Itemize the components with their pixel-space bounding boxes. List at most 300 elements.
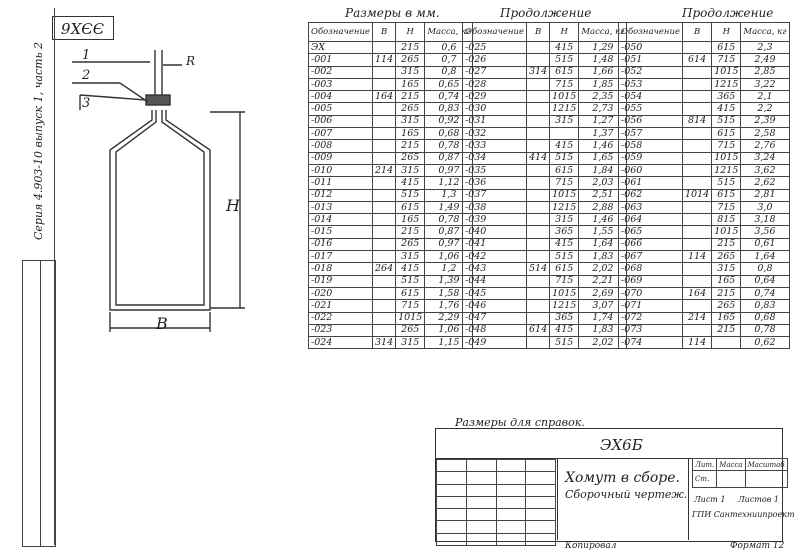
cell-designation: -026: [463, 54, 527, 66]
cell-h: 315: [396, 251, 425, 263]
cell-designation: -049: [463, 337, 527, 349]
cell-b: 164: [683, 287, 712, 299]
table-row: [619, 201, 790, 213]
cell-designation: -072: [619, 312, 683, 324]
table-row: [463, 140, 627, 152]
cell-h: 415: [550, 324, 579, 336]
title-block-divider-v2: [688, 458, 689, 540]
cell-h: 715: [550, 78, 579, 90]
col-header-b: B: [373, 23, 396, 42]
table-row: [463, 238, 627, 250]
cell-designation: -063: [619, 201, 683, 213]
cell-h: 715: [712, 140, 741, 152]
table-row: [619, 251, 790, 263]
cell-b: 164: [373, 91, 396, 103]
table-row: [619, 275, 790, 287]
cell-h: 215: [712, 287, 741, 299]
cell-mass: 0,62: [741, 337, 789, 349]
cell-mass: 1,37: [579, 128, 627, 140]
cell-designation: -004: [309, 91, 373, 103]
cell-b: 514: [527, 263, 550, 275]
cell-mass: 0,78: [425, 214, 473, 226]
cell-mass: 1,64: [579, 238, 627, 250]
cell-designation: -065: [619, 226, 683, 238]
cell-mass: 0,8: [425, 66, 473, 78]
table-row: [619, 140, 790, 152]
table-row: [309, 189, 473, 201]
cell-b: [683, 66, 712, 78]
cell-designation: -069: [619, 275, 683, 287]
cell-h: 215: [396, 226, 425, 238]
cell-b: [683, 152, 712, 164]
cell-h: 265: [396, 103, 425, 115]
cell-b: [683, 177, 712, 189]
signature-cell: [496, 521, 526, 533]
cell-mass: 3,22: [741, 78, 789, 90]
callout-2: 2: [82, 68, 91, 83]
signature-cell: [526, 496, 556, 508]
signature-cell: [466, 472, 496, 484]
cell-mass: 0,87: [425, 152, 473, 164]
table-row: [619, 115, 790, 127]
cell-b: [373, 201, 396, 213]
cell-mass: 2,03: [579, 177, 627, 189]
cell-designation: -050: [619, 42, 683, 54]
cell-mass: 3,62: [741, 164, 789, 176]
cell-h: [712, 337, 741, 349]
cell-h: 515: [396, 275, 425, 287]
table-row: [463, 324, 627, 336]
cell-designation: -006: [309, 115, 373, 127]
cell-b: [527, 140, 550, 152]
cell-b: [373, 66, 396, 78]
cell-mass: 0,74: [425, 91, 473, 103]
col-header-mass: Масса, кг: [425, 23, 473, 42]
cell-mass: 2,85: [741, 66, 789, 78]
cell-h: 415: [550, 140, 579, 152]
cell-h: 1215: [550, 300, 579, 312]
stamp-sheets: Листов 1: [738, 495, 779, 504]
cell-designation: -051: [619, 54, 683, 66]
cell-designation: -056: [619, 115, 683, 127]
table-row: [463, 128, 627, 140]
cell-b: 114: [683, 337, 712, 349]
cell-h: 615: [396, 201, 425, 213]
cell-mass: 0,64: [741, 275, 789, 287]
table-row: [619, 177, 790, 189]
table-row: [309, 42, 473, 54]
cell-b: [527, 103, 550, 115]
table-row: [619, 312, 790, 324]
cell-designation: -023: [309, 324, 373, 336]
signature-cell: [437, 484, 467, 496]
cell-b: [373, 226, 396, 238]
cell-h: 215: [712, 324, 741, 336]
signature-cell: [437, 496, 467, 508]
table-row: [309, 177, 473, 189]
cell-mass: 0,68: [425, 128, 473, 140]
cell-designation: -009: [309, 152, 373, 164]
cell-designation: -018: [309, 263, 373, 275]
left-strip: [22, 260, 41, 547]
dimension-table-3: [618, 22, 790, 349]
table-row: [619, 226, 790, 238]
cell-designation: -041: [463, 238, 527, 250]
cell-mass: 1,49: [425, 201, 473, 213]
cell-b: [373, 78, 396, 90]
cell-b: [527, 42, 550, 54]
cell-h: 165: [396, 128, 425, 140]
mass-label: Масса: [717, 459, 745, 471]
cell-b: 414: [527, 152, 550, 164]
signature-row: [437, 521, 556, 533]
cell-designation: -014: [309, 214, 373, 226]
cell-h: 365: [550, 226, 579, 238]
cell-designation: -061: [619, 177, 683, 189]
cell-b: [683, 42, 712, 54]
cell-mass: 1,84: [579, 164, 627, 176]
col-header-b: B: [527, 23, 550, 42]
cell-designation: -033: [463, 140, 527, 152]
cell-b: [683, 164, 712, 176]
cell-designation: -046: [463, 300, 527, 312]
cell-mass: 2,29: [425, 312, 473, 324]
cell-b: 614: [527, 324, 550, 336]
cell-designation: -040: [463, 226, 527, 238]
lit-value: Ст.: [693, 471, 717, 488]
cell-designation: -016: [309, 238, 373, 250]
cell-h: 415: [396, 177, 425, 189]
table-row: [463, 275, 627, 287]
cell-mass: 0,97: [425, 164, 473, 176]
cell-h: 265: [396, 152, 425, 164]
cell-h: 715: [550, 177, 579, 189]
cell-mass: 2,02: [579, 263, 627, 275]
cell-h: 715: [396, 300, 425, 312]
stamp-sheet: Лист 1: [694, 495, 726, 504]
cell-designation: -055: [619, 103, 683, 115]
cell-b: [683, 103, 712, 115]
cell-mass: 0,97: [425, 238, 473, 250]
cell-h: 265: [396, 324, 425, 336]
cell-mass: 0,61: [741, 238, 789, 250]
table-row: [463, 66, 627, 78]
table-row: [619, 189, 790, 201]
cell-mass: 0,65: [425, 78, 473, 90]
signature-cell: [526, 521, 556, 533]
signature-grid: [436, 459, 556, 546]
signature-cell: [526, 460, 556, 472]
cell-b: 314: [373, 337, 396, 349]
cell-h: 215: [396, 91, 425, 103]
signature-row: [437, 484, 556, 496]
table-row: [619, 324, 790, 336]
table-row: [619, 263, 790, 275]
cell-h: 1015: [712, 226, 741, 238]
cell-designation: ЭХ: [309, 42, 373, 54]
table-row: [463, 214, 627, 226]
cell-mass: 1,15: [425, 337, 473, 349]
cell-designation: -054: [619, 91, 683, 103]
table-row: [463, 226, 627, 238]
cell-b: 114: [683, 251, 712, 263]
cell-designation: -020: [309, 287, 373, 299]
cell-mass: 0,68: [741, 312, 789, 324]
cell-b: [527, 312, 550, 324]
cell-mass: 3,07: [579, 300, 627, 312]
cell-designation: -070: [619, 287, 683, 299]
table-cont1-header: Продолжение: [500, 6, 592, 20]
cell-mass: 2,39: [741, 115, 789, 127]
table-row: [309, 251, 473, 263]
cell-b: [373, 238, 396, 250]
cell-mass: 2,88: [579, 201, 627, 213]
cell-b: [683, 91, 712, 103]
col-header-b: B: [683, 23, 712, 42]
table-row: [619, 337, 790, 349]
cell-designation: -012: [309, 189, 373, 201]
signature-cell: [496, 496, 526, 508]
cell-designation: -032: [463, 128, 527, 140]
table-cont2-header: Продолжение: [682, 6, 774, 20]
col-header-h: H: [712, 23, 741, 42]
cell-h: 615: [712, 42, 741, 54]
cell-mass: 1,48: [579, 54, 627, 66]
table-row: [619, 78, 790, 90]
table-row: [463, 300, 627, 312]
cell-mass: 0,6: [425, 42, 473, 54]
cell-b: [683, 226, 712, 238]
col-header-designation: Обозначение: [619, 23, 683, 42]
cell-b: [683, 275, 712, 287]
reference-note: Размеры для справок.: [455, 416, 585, 429]
cell-b: [527, 251, 550, 263]
signature-cell: [466, 496, 496, 508]
cell-mass: 2,81: [741, 189, 789, 201]
cell-designation: -053: [619, 78, 683, 90]
table-row: [463, 164, 627, 176]
cell-designation: -045: [463, 287, 527, 299]
signature-cell: [466, 533, 496, 545]
table-row: [309, 287, 473, 299]
cell-b: [373, 189, 396, 201]
stamp-code: ЭХ6Б: [600, 436, 643, 454]
cell-designation: -029: [463, 91, 527, 103]
cell-designation: -064: [619, 214, 683, 226]
cell-b: [373, 128, 396, 140]
dimension-table-1: [308, 22, 473, 349]
cell-h: 715: [550, 275, 579, 287]
cell-designation: -025: [463, 42, 527, 54]
signature-cell: [437, 472, 467, 484]
cell-b: [527, 337, 550, 349]
cell-b: [683, 300, 712, 312]
cell-h: 515: [550, 337, 579, 349]
cell-mass: 2,1: [741, 91, 789, 103]
cell-h: 615: [712, 189, 741, 201]
signature-row: [437, 472, 556, 484]
signature-row: [437, 533, 556, 545]
cell-h: 715: [712, 54, 741, 66]
signature-cell: [496, 460, 526, 472]
cell-b: [527, 54, 550, 66]
col-header-mass: Масса, кг: [741, 23, 789, 42]
cell-mass: 3,56: [741, 226, 789, 238]
cell-b: [527, 275, 550, 287]
cell-h: 215: [396, 140, 425, 152]
table-row: [309, 164, 473, 176]
cell-designation: -058: [619, 140, 683, 152]
cell-mass: 2,62: [741, 177, 789, 189]
cell-h: 365: [550, 312, 579, 324]
cell-mass: 1,46: [579, 140, 627, 152]
cell-b: [527, 91, 550, 103]
table-row: [309, 128, 473, 140]
cell-b: [683, 214, 712, 226]
callout-1: 1: [82, 48, 91, 63]
cell-h: 415: [550, 238, 579, 250]
table-row: [463, 91, 627, 103]
dim-b-label: B: [156, 314, 168, 333]
cell-h: 1215: [550, 201, 579, 213]
cell-h: 1015: [712, 152, 741, 164]
signature-cell: [437, 460, 467, 472]
cell-h: 315: [396, 337, 425, 349]
cell-designation: -042: [463, 251, 527, 263]
cell-designation: -048: [463, 324, 527, 336]
cell-designation: -067: [619, 251, 683, 263]
cell-designation: -024: [309, 337, 373, 349]
cell-designation: -027: [463, 66, 527, 78]
table-row: [463, 78, 627, 90]
cell-designation: -060: [619, 164, 683, 176]
title-block-divider-v: [557, 458, 558, 540]
table-header-row: [309, 23, 473, 42]
table-row: [619, 214, 790, 226]
cell-designation: -013: [309, 201, 373, 213]
table-row: [619, 54, 790, 66]
cell-mass: 1,64: [741, 251, 789, 263]
dimension-table-2: [462, 22, 627, 349]
stamp-title-1: Хомут в сборе.: [565, 470, 680, 486]
cell-b: [683, 324, 712, 336]
table-row: [309, 337, 473, 349]
cell-mass: 2,35: [579, 91, 627, 103]
table-header-row: [619, 23, 790, 42]
copied-label: Копировал: [565, 541, 617, 551]
cell-h: 615: [550, 66, 579, 78]
cell-mass: 1,12: [425, 177, 473, 189]
cell-h: 715: [712, 201, 741, 213]
cell-h: 615: [396, 287, 425, 299]
cell-h: 215: [712, 238, 741, 250]
cell-designation: -010: [309, 164, 373, 176]
table-row: [463, 115, 627, 127]
cell-designation: -039: [463, 214, 527, 226]
cell-h: 815: [712, 214, 741, 226]
stamp-lit-table: [692, 458, 788, 488]
cell-h: 165: [712, 275, 741, 287]
cell-b: [683, 78, 712, 90]
table-row: [619, 300, 790, 312]
cell-mass: 0,74: [741, 287, 789, 299]
cell-designation: -022: [309, 312, 373, 324]
table-row: [463, 177, 627, 189]
cell-mass: 1,06: [425, 324, 473, 336]
cell-designation: -037: [463, 189, 527, 201]
cell-b: [527, 201, 550, 213]
cell-b: [683, 201, 712, 213]
cell-b: [373, 324, 396, 336]
cell-mass: 2,3: [741, 42, 789, 54]
cell-mass: 0,83: [425, 103, 473, 115]
cell-b: [527, 238, 550, 250]
signature-cell: [496, 472, 526, 484]
cell-mass: 1,65: [579, 152, 627, 164]
signature-cell: [496, 509, 526, 521]
callout-3: 3: [82, 96, 91, 111]
cell-b: [527, 115, 550, 127]
signature-row: [437, 509, 556, 521]
table-main-header: Размеры в мм.: [345, 6, 440, 20]
clamp-drawing: [60, 40, 260, 350]
cell-mass: 1,39: [425, 275, 473, 287]
cell-designation: -019: [309, 275, 373, 287]
table-row: [309, 91, 473, 103]
cell-designation: -034: [463, 152, 527, 164]
cell-h: 515: [550, 152, 579, 164]
cell-mass: 1,3: [425, 189, 473, 201]
signature-row: [437, 460, 556, 472]
cell-h: 165: [396, 78, 425, 90]
col-header-designation: Обозначение: [309, 23, 373, 42]
cell-h: 1215: [712, 164, 741, 176]
cell-b: [527, 287, 550, 299]
cell-h: 265: [712, 300, 741, 312]
table-row: [619, 91, 790, 103]
cell-designation: -038: [463, 201, 527, 213]
signature-cell: [496, 533, 526, 545]
cell-h: 1015: [712, 66, 741, 78]
cell-mass: 1,85: [579, 78, 627, 90]
cell-b: 114: [373, 54, 396, 66]
cell-h: 615: [550, 263, 579, 275]
cell-h: 615: [712, 128, 741, 140]
cell-h: 365: [712, 91, 741, 103]
cell-designation: -031: [463, 115, 527, 127]
table-row: [463, 337, 627, 349]
cell-b: [373, 177, 396, 189]
table-row: [309, 54, 473, 66]
cell-h: 1215: [550, 103, 579, 115]
cell-designation: -015: [309, 226, 373, 238]
cell-mass: 1,46: [579, 214, 627, 226]
cell-b: [683, 238, 712, 250]
cell-mass: 2,2: [741, 103, 789, 115]
table-row: [309, 312, 473, 324]
stamp-org: ГПИ Сантехниипроект: [692, 510, 795, 519]
stamp-title-2: Сборочный чертеж.: [565, 488, 688, 501]
cell-b: [373, 312, 396, 324]
cell-designation: -008: [309, 140, 373, 152]
cell-b: [527, 226, 550, 238]
cell-h: 1015: [550, 91, 579, 103]
table-row: [463, 287, 627, 299]
table-row: [309, 300, 473, 312]
cell-b: 1014: [683, 189, 712, 201]
cell-h: 315: [396, 66, 425, 78]
table-row: [463, 54, 627, 66]
